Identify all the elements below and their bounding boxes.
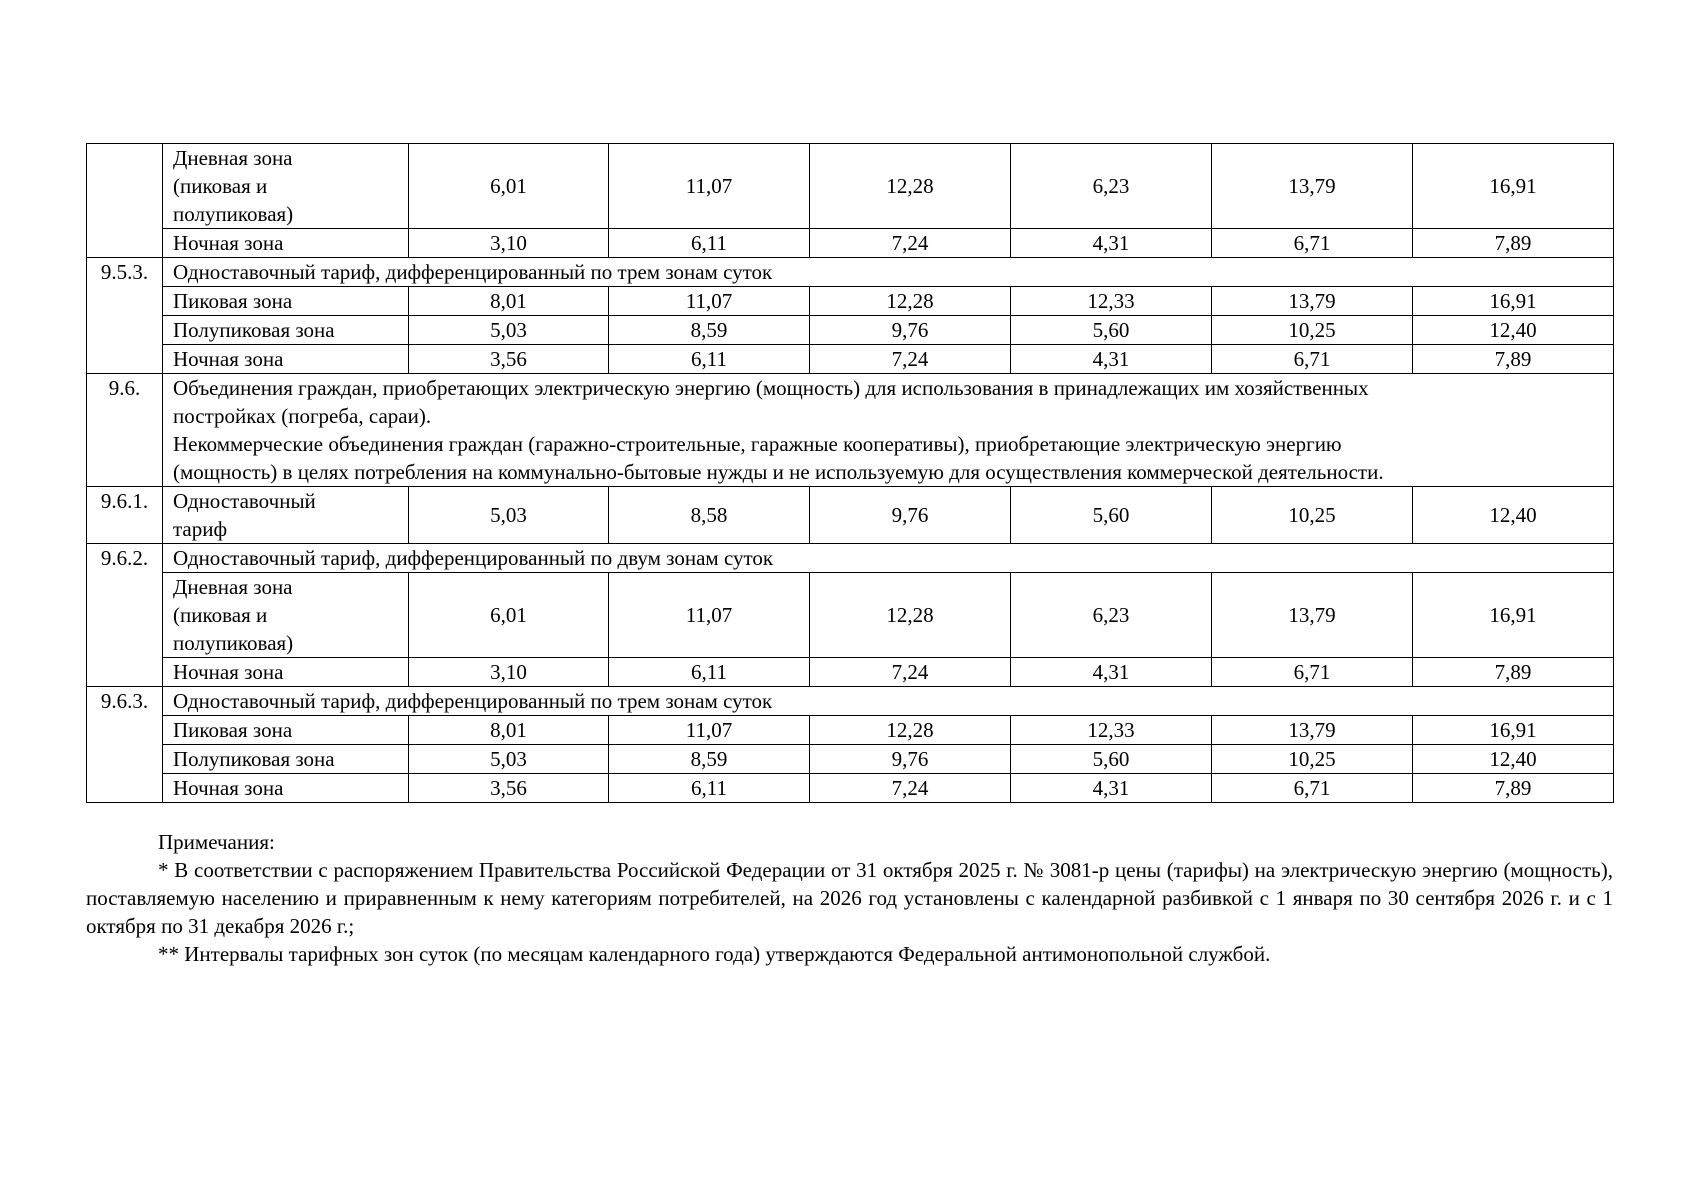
value-cell: 3,10 — [409, 229, 609, 258]
table-row — [87, 345, 1614, 374]
value-cell: 8,58 — [609, 487, 810, 544]
value-cell: 7,24 — [810, 658, 1011, 687]
row-code-cell: 9.6.2. — [87, 544, 163, 687]
value-cell: 6,23 — [1011, 573, 1212, 658]
value-cell: 8,59 — [609, 316, 810, 345]
label-line: полупиковая) — [173, 631, 294, 655]
description-line: Объединения граждан, приобретающих электрическую энергию (мощность) для использования в принадлежащих им хозяйственных — [173, 376, 1369, 400]
value-cell: 6,11 — [609, 229, 810, 258]
row-code-cell: 9.6.1. — [87, 487, 163, 544]
value-cell: 6,11 — [609, 774, 810, 803]
value-cell: 6,11 — [609, 658, 810, 687]
row-code-cell: 9.6. — [87, 374, 163, 487]
value-cell: 4,31 — [1011, 345, 1212, 374]
table-row — [87, 144, 1614, 229]
value-cell: 8,01 — [409, 716, 609, 745]
table-row — [87, 316, 1614, 345]
value-cell: 7,89 — [1413, 774, 1614, 803]
row-label-cell: Пиковая зона — [163, 716, 409, 745]
description-line: Некоммерческие объединения граждан (гаражно-строительные, гаражные кооперативы), приобретающие электрическую энергию — [173, 432, 1342, 456]
table-row — [87, 658, 1614, 687]
table-row — [87, 258, 1614, 287]
value-cell: 10,25 — [1212, 487, 1413, 544]
value-cell: 8,01 — [409, 287, 609, 316]
value-cell: 6,71 — [1212, 774, 1413, 803]
value-cell: 5,03 — [409, 745, 609, 774]
value-cell: 7,24 — [810, 229, 1011, 258]
section-title-cell: Одноставочный тариф, дифференцированный по трем зонам суток — [163, 258, 1614, 287]
value-cell: 4,31 — [1011, 774, 1212, 803]
label-line: Дневная зона — [173, 575, 293, 599]
value-cell: 9,76 — [810, 316, 1011, 345]
row-label-cell: Ночная зона — [163, 658, 409, 687]
table-row — [87, 229, 1614, 258]
label-line: (пиковая и — [173, 174, 268, 198]
table-row — [87, 745, 1614, 774]
value-cell: 8,59 — [609, 745, 810, 774]
value-cell: 12,28 — [810, 287, 1011, 316]
table-row — [87, 573, 1614, 658]
tariff-table — [86, 143, 1614, 803]
description-line: постройках (погреба, сараи). — [173, 404, 432, 428]
value-cell: 11,07 — [609, 287, 810, 316]
value-cell: 13,79 — [1212, 287, 1413, 316]
value-cell: 5,60 — [1011, 487, 1212, 544]
value-cell: 6,23 — [1011, 144, 1212, 229]
value-cell: 12,40 — [1413, 745, 1614, 774]
row-label-cell: Ночная зона — [163, 774, 409, 803]
value-cell: 3,56 — [409, 774, 609, 803]
row-code-cell: 9.5.3. — [87, 258, 163, 374]
note-footnote-2: ** Интервалы тарифных зон суток (по месяцам календарного года) утверждаются Федеральной антимонопольной службой. — [158, 942, 1271, 966]
value-cell: 6,01 — [409, 144, 609, 229]
row-label-cell: Полупиковая зона — [163, 745, 409, 774]
notes-section — [86, 828, 1613, 968]
value-cell: 6,01 — [409, 573, 609, 658]
value-cell: 6,71 — [1212, 345, 1413, 374]
value-cell: 7,24 — [810, 774, 1011, 803]
row-code-cell: 9.6.3. — [87, 687, 163, 803]
table-row — [87, 687, 1614, 716]
value-cell: 11,07 — [609, 144, 810, 229]
value-cell: 11,07 — [609, 716, 810, 745]
value-cell: 10,25 — [1212, 745, 1413, 774]
value-cell: 12,28 — [810, 716, 1011, 745]
value-cell: 4,31 — [1011, 658, 1212, 687]
value-cell: 16,91 — [1413, 144, 1614, 229]
table-row — [87, 374, 1614, 487]
value-cell: 5,03 — [409, 316, 609, 345]
row-code-cell — [87, 144, 163, 258]
value-cell: 16,91 — [1413, 716, 1614, 745]
value-cell: 7,89 — [1413, 229, 1614, 258]
description-line: (мощность) в целях потребления на коммунально-бытовые нужды и не используемую для осуществления коммерческой деятельности. — [173, 460, 1384, 484]
row-label-cell: Ночная зона — [163, 345, 409, 374]
value-cell: 13,79 — [1212, 573, 1413, 658]
value-cell: 12,40 — [1413, 316, 1614, 345]
section-description-cell — [163, 374, 1614, 487]
table-row — [87, 287, 1614, 316]
row-label-cell: Полупиковая зона — [163, 316, 409, 345]
value-cell: 13,79 — [1212, 144, 1413, 229]
value-cell: 16,91 — [1413, 573, 1614, 658]
value-cell: 9,76 — [810, 487, 1011, 544]
table-row — [87, 487, 1614, 544]
section-title-cell: Одноставочный тариф, дифференцированный по двум зонам суток — [163, 544, 1614, 573]
value-cell: 16,91 — [1413, 287, 1614, 316]
row-label-cell — [163, 144, 409, 229]
label-line: тариф — [173, 517, 228, 541]
value-cell: 3,56 — [409, 345, 609, 374]
value-cell: 7,89 — [1413, 658, 1614, 687]
value-cell: 5,60 — [1011, 316, 1212, 345]
value-cell: 7,89 — [1413, 345, 1614, 374]
value-cell: 12,28 — [810, 144, 1011, 229]
value-cell: 6,11 — [609, 345, 810, 374]
value-cell: 12,33 — [1011, 716, 1212, 745]
row-label-cell — [163, 573, 409, 658]
row-label-cell: Пиковая зона — [163, 287, 409, 316]
value-cell: 9,76 — [810, 745, 1011, 774]
row-label-cell — [163, 487, 409, 544]
value-cell: 5,03 — [409, 487, 609, 544]
value-cell: 12,40 — [1413, 487, 1614, 544]
value-cell: 6,71 — [1212, 229, 1413, 258]
value-cell: 7,24 — [810, 345, 1011, 374]
label-line: полупиковая) — [173, 202, 294, 226]
value-cell: 10,25 — [1212, 316, 1413, 345]
value-cell: 12,33 — [1011, 287, 1212, 316]
value-cell: 6,71 — [1212, 658, 1413, 687]
table-row — [87, 774, 1614, 803]
label-line: Одноставочный — [173, 489, 316, 513]
section-title-cell: Одноставочный тариф, дифференцированный по трем зонам суток — [163, 687, 1614, 716]
value-cell: 3,10 — [409, 658, 609, 687]
value-cell: 13,79 — [1212, 716, 1413, 745]
label-line: (пиковая и — [173, 603, 268, 627]
value-cell: 11,07 — [609, 573, 810, 658]
label-line: Дневная зона — [173, 146, 293, 170]
note-footnote-1: * В соответствии с распоряжением Правительства Российской Федерации от 31 октября 2025 г. № 3081-р цены (тарифы) на электрическую энергию (мощность), поставляемую населению и приравненным к нему категориям потребителей, на 2026 год установлены с календарной разбивкой с 1 января по 30 сентября 2026 г. и с 1 октября по 31 декабря 2026 г.; — [86, 858, 1613, 938]
table-row — [87, 716, 1614, 745]
table-row — [87, 544, 1614, 573]
notes-heading: Примечания: — [158, 830, 275, 854]
value-cell: 5,60 — [1011, 745, 1212, 774]
value-cell: 12,28 — [810, 573, 1011, 658]
value-cell: 4,31 — [1011, 229, 1212, 258]
row-label-cell: Ночная зона — [163, 229, 409, 258]
